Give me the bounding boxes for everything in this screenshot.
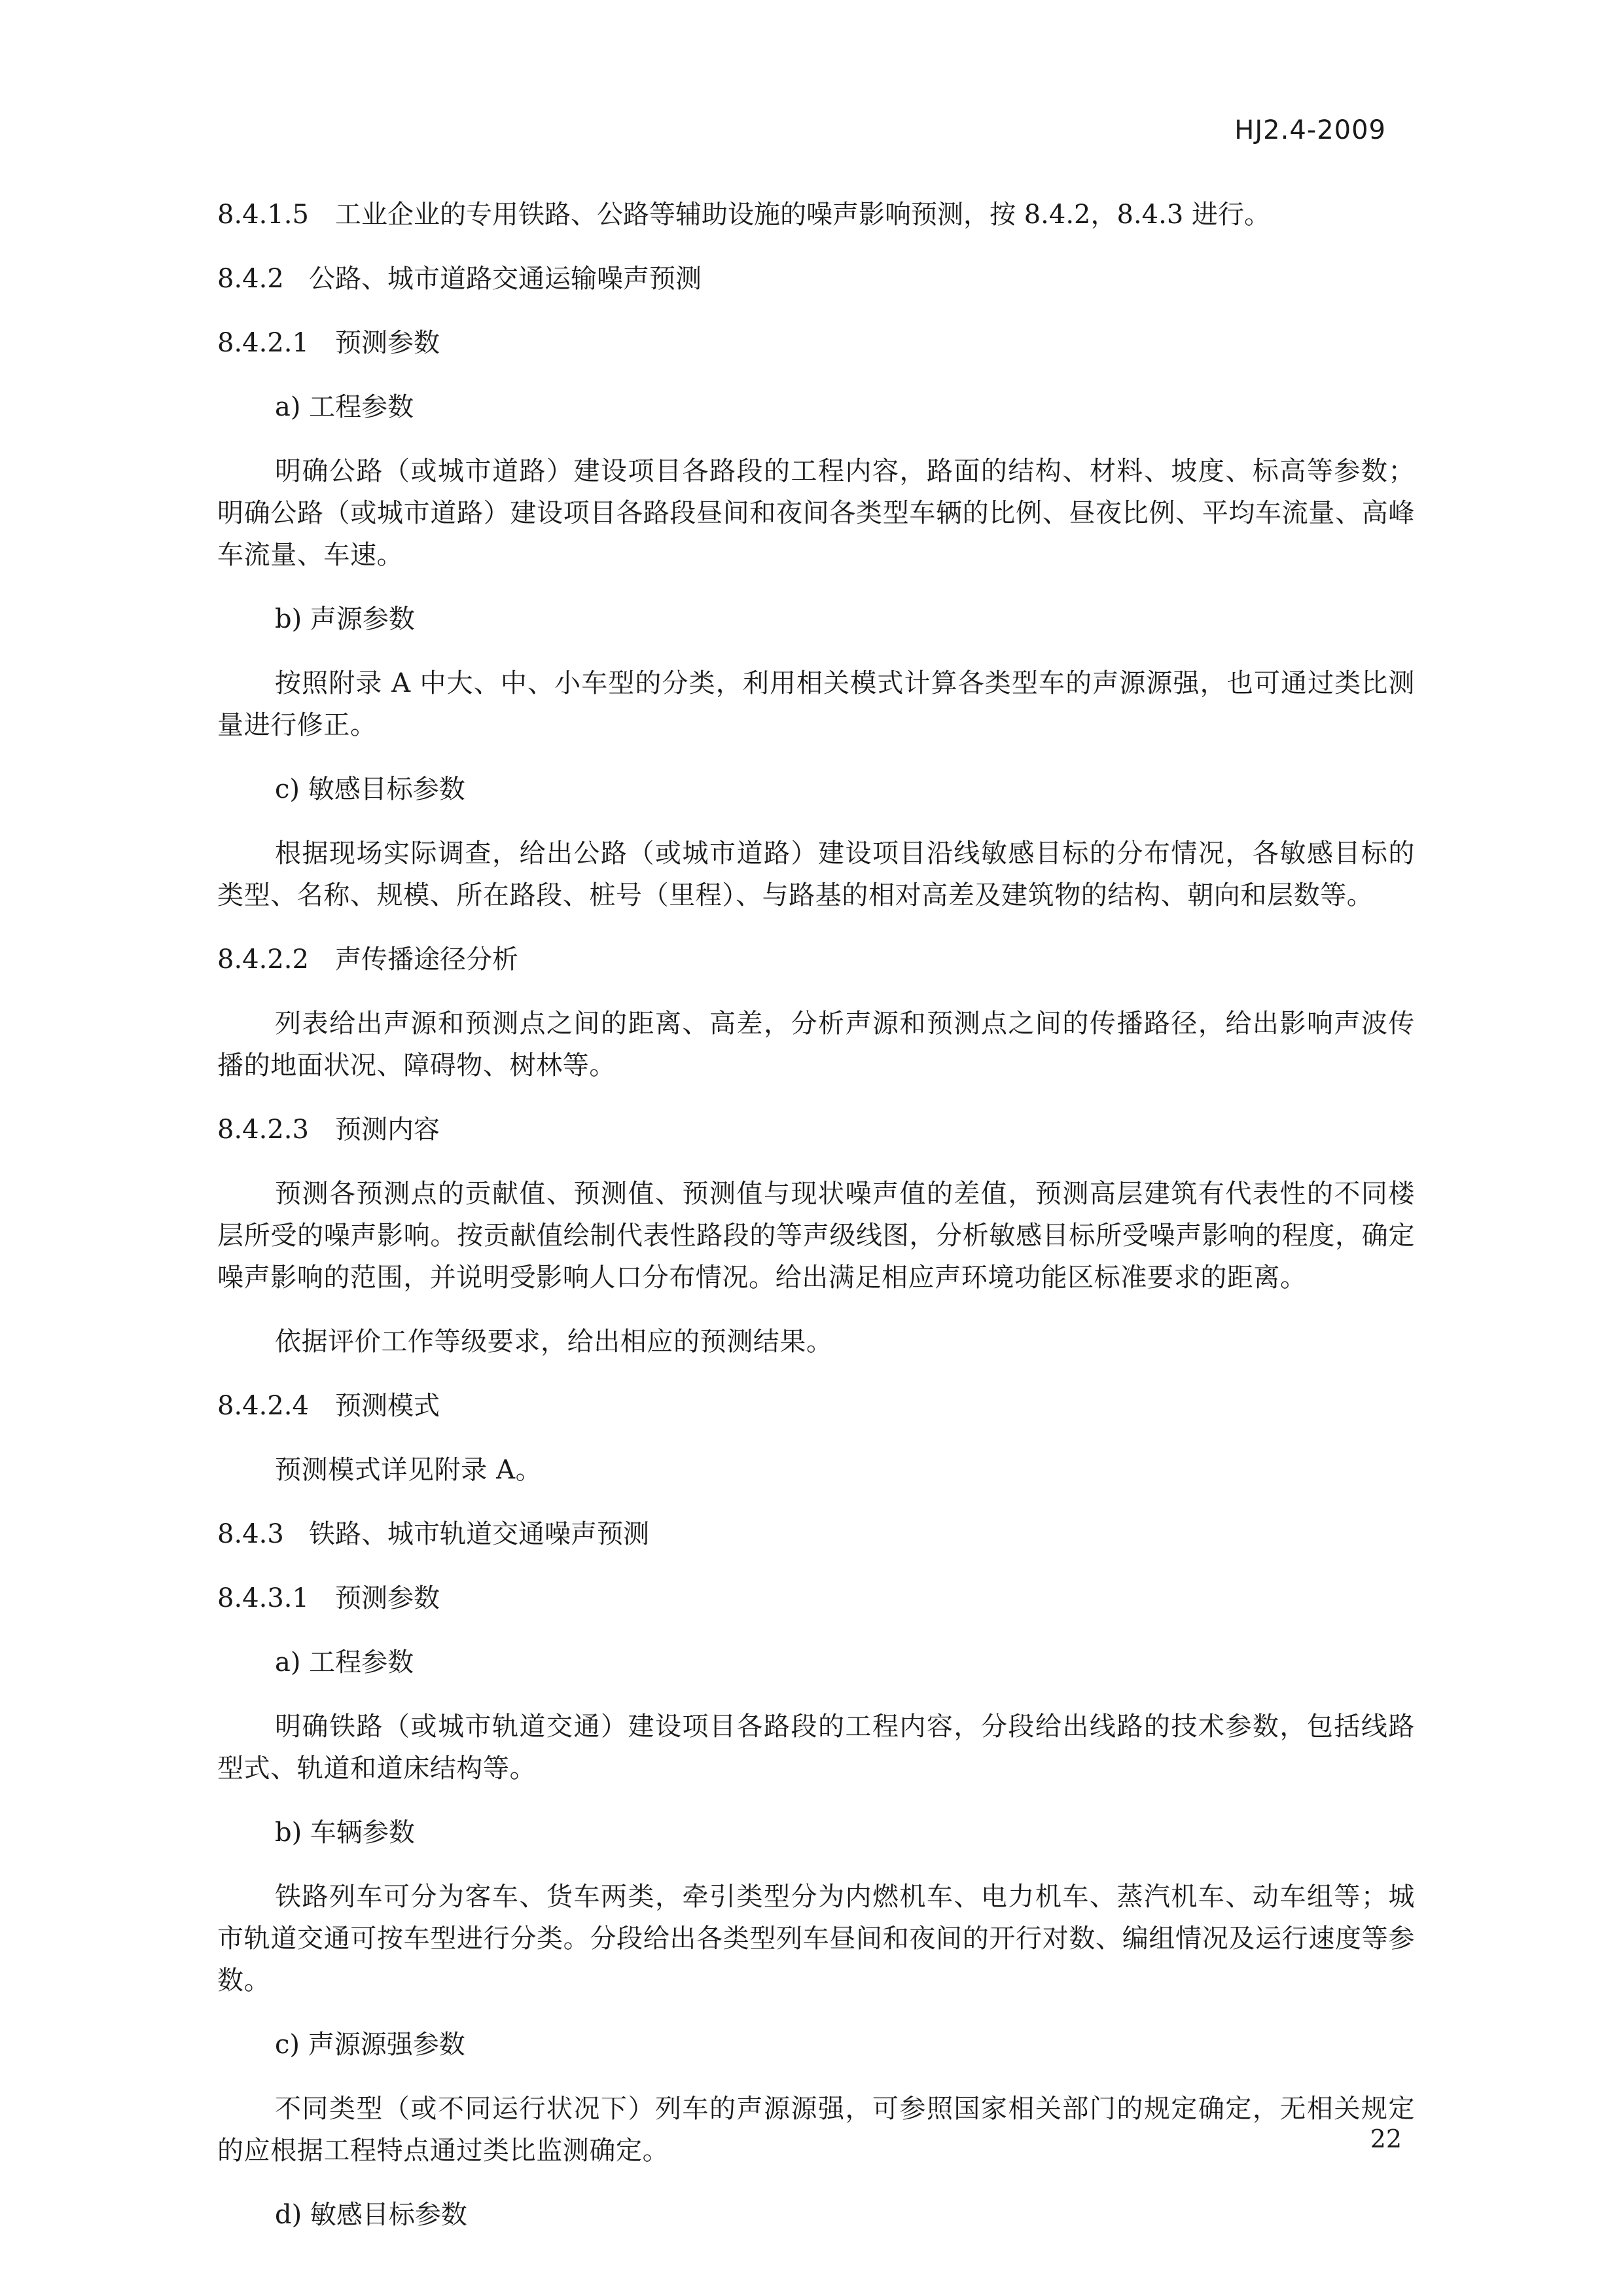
section-title: 预测参数 xyxy=(335,1583,440,1613)
heading-8-4-2-1 xyxy=(217,322,1415,364)
section-title: 铁路、城市轨道交通噪声预测 xyxy=(309,1519,649,1549)
section-number: 8.4.3.1 xyxy=(217,1583,309,1613)
section-title: 预测参数 xyxy=(335,328,440,358)
item-label-b: b) 声源参数 xyxy=(275,604,415,634)
item-label-b: b) 车辆参数 xyxy=(275,1818,415,1848)
item-label-a: a) 工程参数 xyxy=(275,1647,414,1677)
paragraph: 明确公路（或城市道路）建设项目各路段的工程内容，路面的结构、材料、坡度、标高等参数；明确公路（或城市道路）建设项目各路段昼间和夜间各类型车辆的比例、昼夜比例、平均车流量、高峰车流量、车速。 xyxy=(217,456,1415,570)
section-title: 预测内容 xyxy=(335,1115,440,1145)
heading-8-4-2-3 xyxy=(217,1109,1415,1151)
paragraph: 依据评价工作等级要求，给出相应的预测结果。 xyxy=(275,1327,833,1357)
heading-8-4-3 xyxy=(217,1513,1415,1555)
item-label-a: a) 工程参数 xyxy=(275,392,414,422)
section-number: 8.4.2.1 xyxy=(217,328,309,358)
section-number: 8.4.3 xyxy=(217,1519,284,1549)
paragraph: 明确铁路（或城市轨道交通）建设项目各路段的工程内容，分段给出线路的技术参数，包括线路型式、轨道和道床结构等。 xyxy=(217,1712,1415,1784)
heading-8-4-2-4 xyxy=(217,1385,1415,1427)
heading-8-4-2 xyxy=(217,258,1415,300)
paragraph: 预测各预测点的贡献值、预测值、预测值与现状噪声值的差值，预测高层建筑有代表性的不同楼层所受的噪声影响。按贡献值绘制代表性路段的等声级线图，分析敏感目标所受噪声影响的程度，确定噪声影响的范围，并说明受影响人口分布情况。给出满足相应声环境功能区标准要求的距离。 xyxy=(217,1179,1415,1293)
paragraph: 不同类型（或不同运行状况下）列车的声源源强，可参照国家相关部门的规定确定，无相关规定的应根据工程特点通过类比监测确定。 xyxy=(217,2094,1415,2166)
section-number: 8.4.2 xyxy=(217,264,284,294)
section-number: 8.4.2.3 xyxy=(217,1115,309,1145)
section-number: 8.4.2.2 xyxy=(217,944,309,975)
item-label-c: c) 声源源强参数 xyxy=(275,2030,465,2060)
section-title: 预测模式 xyxy=(335,1391,440,1421)
paragraph: 根据现场实际调查，给出公路（或城市道路）建设项目沿线敏感目标的分布情况，各敏感目标的类型、名称、规模、所在路段、桩号（里程）、与路基的相对高差及建筑物的结构、朝向和层数等。 xyxy=(217,838,1415,910)
clause-number: 8.4.1.5 xyxy=(217,200,309,230)
section-title: 声传播途径分析 xyxy=(335,944,518,975)
item-label-c: c) 敏感目标参数 xyxy=(275,774,465,804)
page-number: 22 xyxy=(1370,2125,1402,2153)
clause-text: 工业企业的专用铁路、公路等辅助设施的噪声影响预测，按 8.4.2，8.4.3 进行。 xyxy=(335,200,1270,230)
paragraph: 按照附录 A 中大、中、小车型的分类，利用相关模式计算各类型车的声源源强，也可通过类比测量进行修正。 xyxy=(217,668,1415,740)
paragraph: 列表给出声源和预测点之间的距离、高差，分析声源和预测点之间的传播路径，给出影响声波传播的地面状况、障碍物、树林等。 xyxy=(217,1009,1415,1081)
paragraph: 预测模式详见附录 A。 xyxy=(275,1455,543,1485)
heading-8-4-3-1 xyxy=(217,1577,1415,1619)
document-body xyxy=(217,194,1415,2258)
heading-8-4-2-2 xyxy=(217,939,1415,980)
paragraph: 铁路列车可分为客车、货车两类，牵引类型分为内燃机车、电力机车、蒸汽机车、动车组等；城市轨道交通可按车型进行分类。分段给出各类型列车昼间和夜间的开行对数、编组情况及运行速度等参数。 xyxy=(217,1882,1415,1996)
section-number: 8.4.2.4 xyxy=(217,1391,309,1421)
section-title: 公路、城市道路交通运输噪声预测 xyxy=(309,264,702,294)
clause-8-4-1-5 xyxy=(217,194,1415,236)
document-code: HJ2.4-2009 xyxy=(1234,115,1386,145)
item-label-d: d) 敏感目标参数 xyxy=(275,2200,467,2230)
